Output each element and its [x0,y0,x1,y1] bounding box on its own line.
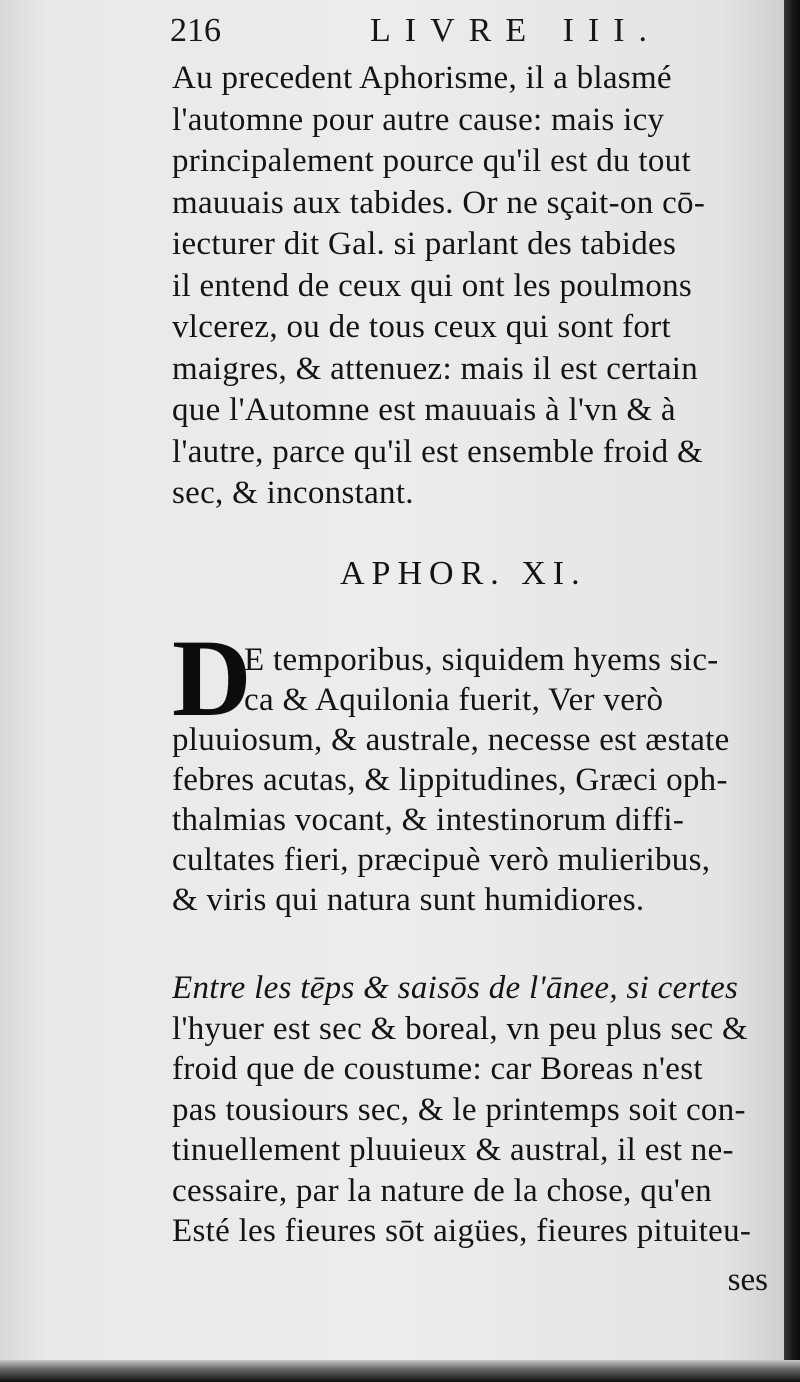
text-line: l'hyuer est sec & boreal, vn peu plus sec & [172,1010,749,1047]
text-line: l'autre, parce qu'il est ensemble froid & [172,433,703,470]
text-line: cultates fieri, præcipuè verò mulieribus, [172,842,711,878]
text-line: cessaire, par la nature de la chose, qu'en [172,1172,712,1209]
text-line: sec, & inconstant. [172,475,414,511]
page-bottom-edge [0,1360,800,1382]
text-line: tinuellement pluuieux & austral, il est ne- [172,1132,734,1168]
page-number: 216 [170,12,221,49]
text-line: Au precedent Aphorisme, il a blasmé [172,60,672,96]
text-line: thalmias vocant, & intestinorum diffi- [172,802,685,838]
text-line: Entre les tēps & saisōs de l'ānee, si certes [172,970,739,1006]
commentary-paragraph-2 [172,968,782,1252]
text-line: vlcerez, ou de tous ceux qui sont fort [172,309,671,345]
commentary-paragraph-1 [172,58,782,515]
text-line: froid que de coustume: car Boreas n'est [172,1051,703,1087]
text-line: E temporibus, siquidem hyems sic- [244,642,719,678]
text-line: il entend de ceux qui ont les poulmons [172,267,693,304]
text-line: febres acutas, & lippitudines, Græci oph- [172,762,728,798]
text-line: principalement pource qu'il est du tout [172,143,691,179]
text-line: & viris qui natura sunt humidiores. [172,882,645,918]
text-line: ca & Aquilonia fuerit, Ver verò [244,682,664,718]
text-line: pluuiosum, & australe, necesse est æstate [172,722,730,758]
text-line: Esté les fieures sōt aigües, fieures pituiteu- [172,1213,752,1249]
text-line: mauuais aux tabides. Or ne sçait-on cō- [172,184,706,221]
text-line: l'automne pour autre cause: mais icy [172,101,665,138]
drop-cap: D [172,617,252,739]
catchword: ses [727,1262,768,1298]
running-head: LIVRE III. [370,12,662,49]
text-line: pas tousiours sec, & le printemps soit con- [172,1091,746,1128]
book-gutter-edge [784,0,800,1382]
text-line: iecturer dit Gal. si parlant des tabides [172,226,677,262]
aphorism-heading: APHOR. XI. [340,555,587,592]
text-line: maigres, & attenuez: mais il est certain [172,350,699,387]
text-line: que l'Automne est mauuais à l'vn & à [172,392,676,428]
aphorism-latin-text [172,640,782,920]
page-header [170,12,770,58]
